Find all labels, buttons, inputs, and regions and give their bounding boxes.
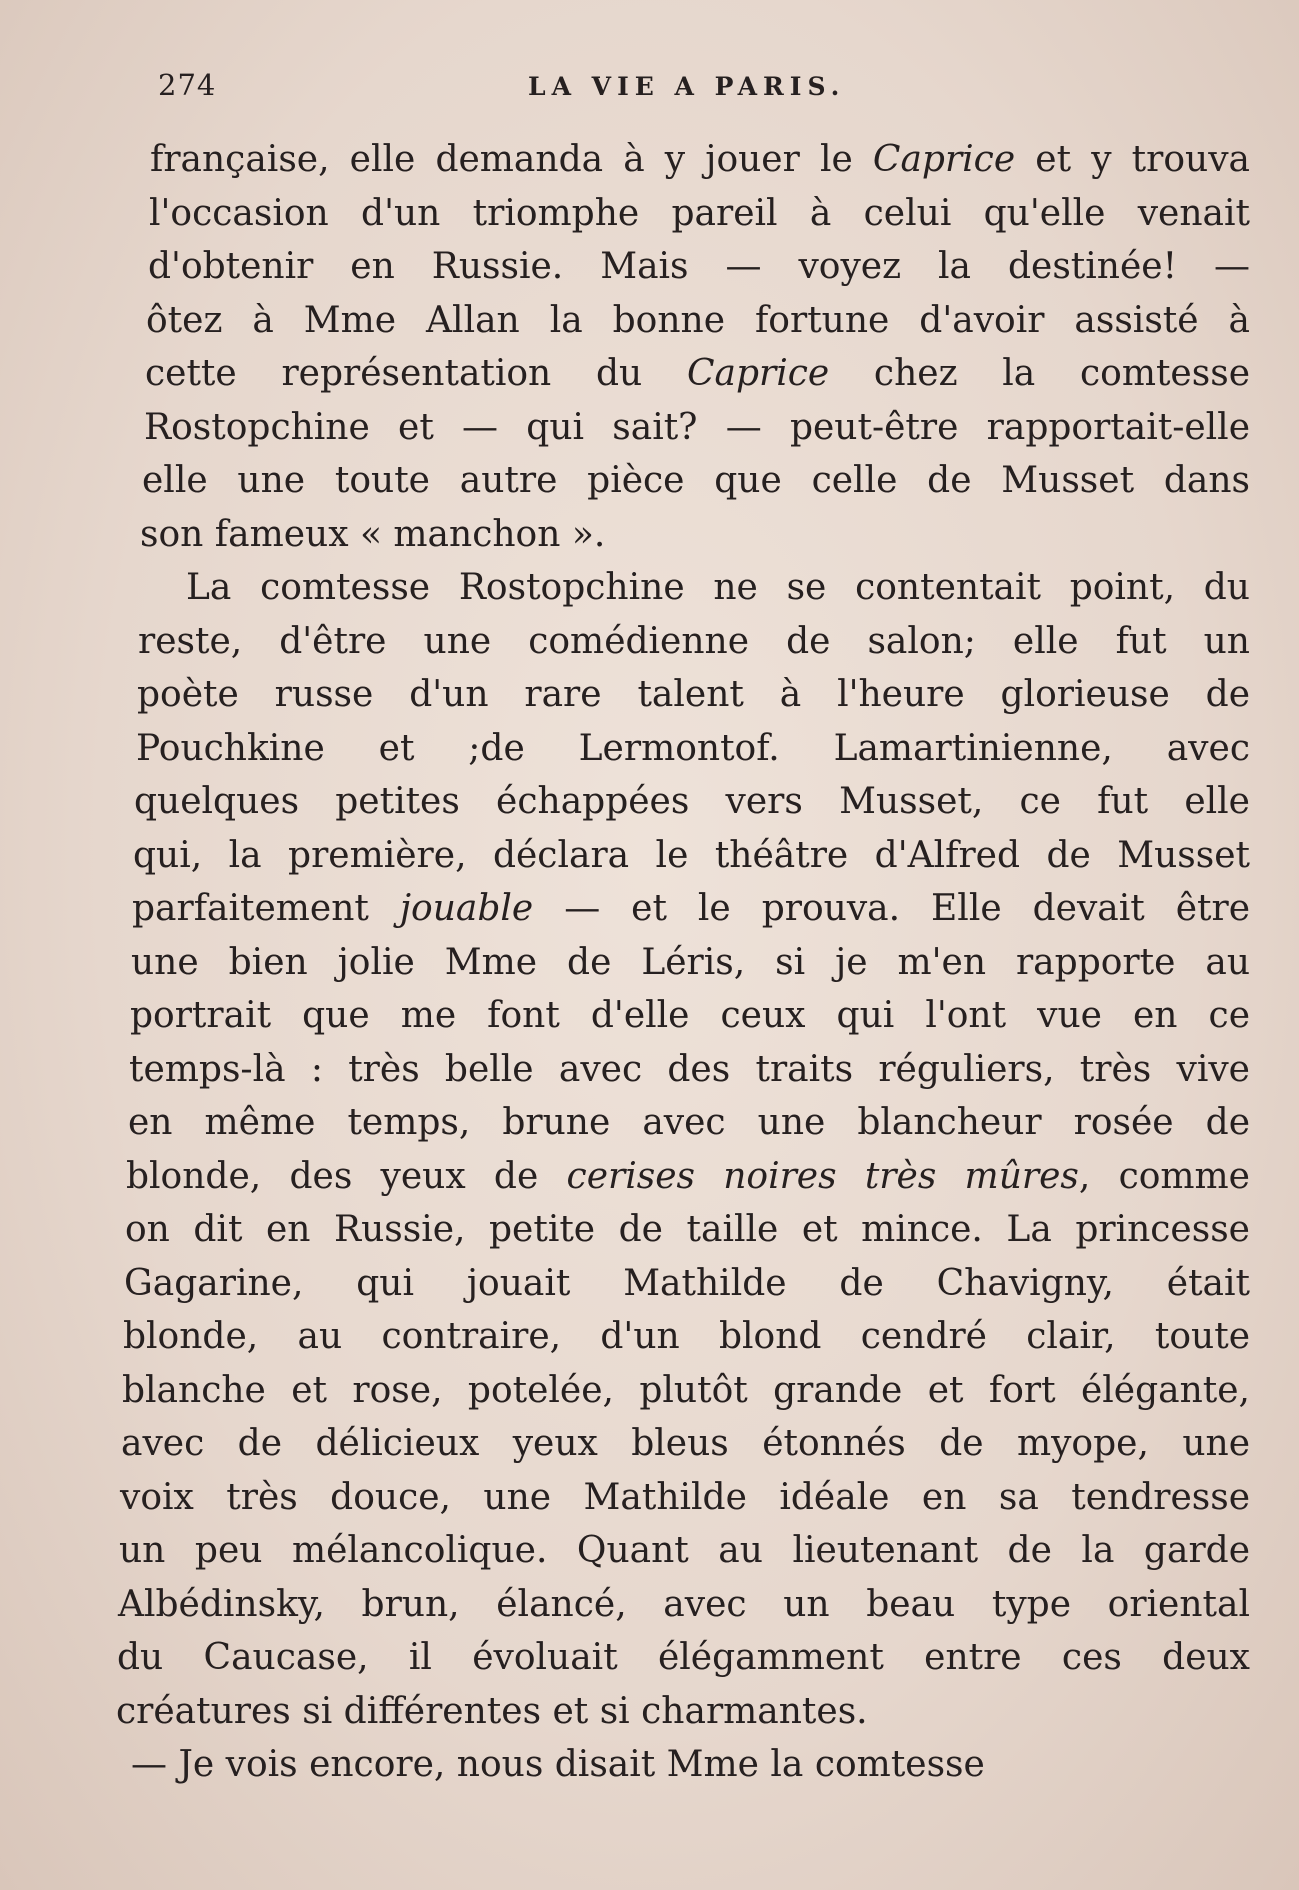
- text-line: [126, 1150, 1250, 1204]
- line-text: Albédinsky, brun, élancé, avec un beau type oriental: [118, 1583, 1250, 1625]
- body-text: [116, 133, 1251, 1792]
- text-line: [144, 401, 1250, 455]
- line-text: avec de délicieux yeux bleus étonnés de myope, une: [121, 1423, 1250, 1464]
- text-line: [148, 240, 1250, 294]
- line-text: blonde, au contraire, d'un blond cendré clair, toute: [123, 1316, 1250, 1357]
- text-line: [119, 1524, 1250, 1578]
- line-text: parfaitement: [132, 888, 400, 929]
- line-text: cette représentation du: [145, 353, 687, 394]
- line-text: l'occasion d'un triomphe pareil à celui qu'elle venait: [149, 192, 1250, 234]
- line-text: une bien jolie Mme de Léris, si je m'en rapporte au: [131, 941, 1250, 983]
- line-text: son fameux « manchon ».: [140, 513, 606, 555]
- line-text: portrait que me font d'elle ceux qui l'ont vue en ce: [130, 995, 1250, 1036]
- text-line: [140, 508, 1250, 562]
- line-text: — Je vois encore, nous disait Mme la comtesse: [131, 1744, 985, 1785]
- italic-text: Caprice: [686, 353, 830, 394]
- line-text: Gagarine, qui jouait Mathilde de Chavigny, était: [124, 1262, 1250, 1304]
- line-text: ôtez à Mme Allan la bonne fortune d'avoir assisté à: [146, 299, 1250, 341]
- line-text: — et le prouva. Elle devait être: [533, 888, 1251, 929]
- text-line: [146, 294, 1250, 348]
- line-text: elle une toute autre pièce que celle de Musset dans: [142, 460, 1250, 501]
- line-text: , comme: [1078, 1155, 1250, 1197]
- text-line: [130, 989, 1250, 1043]
- text-line: [116, 1685, 1250, 1739]
- text-line: [129, 1043, 1250, 1097]
- text-line: [132, 882, 1250, 936]
- line-text: Pouchkine et ;de Lermontof. Lamartinienne, avec: [136, 727, 1250, 769]
- line-text: quelques petites échappées vers Musset, ce fut elle: [134, 781, 1250, 822]
- line-text: temps-là : très belle avec des traits réguliers, très vive: [129, 1048, 1250, 1090]
- line-text: blanche et rose, potelée, plutôt grande et fort élégante,: [122, 1369, 1250, 1411]
- italic-text: Caprice: [872, 139, 1016, 180]
- text-line: [137, 668, 1250, 722]
- running-title: LA VIE A PARIS.: [528, 72, 846, 101]
- text-line: [124, 1257, 1250, 1311]
- text-line: [136, 722, 1250, 776]
- text-line: [121, 1417, 1250, 1471]
- line-text: chez la comtesse: [829, 353, 1250, 394]
- running-head: [158, 68, 1248, 116]
- text-line: [128, 1096, 1250, 1150]
- text-line: [134, 775, 1250, 829]
- text-line: [123, 1310, 1250, 1364]
- text-line: [117, 1631, 1250, 1685]
- line-text: Rostopchine et — qui sait? — peut-être rapportait-elle: [144, 406, 1250, 448]
- text-line: [142, 454, 1250, 508]
- line-text: blonde, des yeux de: [126, 1155, 567, 1197]
- line-text: poète russe d'un rare talent à l'heure glorieuse de: [137, 674, 1250, 715]
- line-text: créatures si différentes et si charmantes.: [116, 1690, 868, 1732]
- line-text: du Caucase, il évoluait élégamment entre ces deux: [117, 1637, 1250, 1678]
- italic-text: jouable: [399, 888, 534, 929]
- line-text: d'obtenir en Russie. Mais — voyez la destinée! —: [148, 246, 1250, 287]
- text-line: [115, 1738, 1250, 1792]
- line-text: reste, d'être une comédienne de salon; elle fut un: [138, 620, 1250, 662]
- text-line: [140, 561, 1250, 615]
- text-line: [133, 829, 1250, 883]
- text-line: [149, 187, 1250, 241]
- line-text: un peu mélancolique. Quant au lieutenant de la garde: [119, 1530, 1250, 1571]
- text-line: [150, 133, 1250, 187]
- line-text: française, elle demanda à y jouer le: [150, 139, 873, 180]
- text-line: [122, 1364, 1250, 1418]
- text-line: [145, 347, 1250, 401]
- italic-text: cerises noires très mûres: [566, 1155, 1079, 1197]
- line-text: en même temps, brune avec une blancheur rosée de: [128, 1102, 1250, 1143]
- text-line: [125, 1203, 1250, 1257]
- text-line: [118, 1578, 1250, 1632]
- line-text: on dit en Russie, petite de taille et mince. La princesse: [125, 1209, 1250, 1250]
- line-text: La comtesse Rostopchine ne se contentait point, du: [186, 567, 1250, 608]
- text-line: [120, 1471, 1250, 1525]
- line-text: voix très douce, une Mathilde idéale en sa tendresse: [120, 1476, 1250, 1518]
- page-number: 274: [158, 68, 217, 102]
- text-line: [138, 615, 1250, 669]
- line-text: qui, la première, déclara le théâtre d'Alfred de Musset: [133, 834, 1250, 876]
- line-text: et y trouva: [1015, 139, 1250, 180]
- text-line: [131, 936, 1250, 990]
